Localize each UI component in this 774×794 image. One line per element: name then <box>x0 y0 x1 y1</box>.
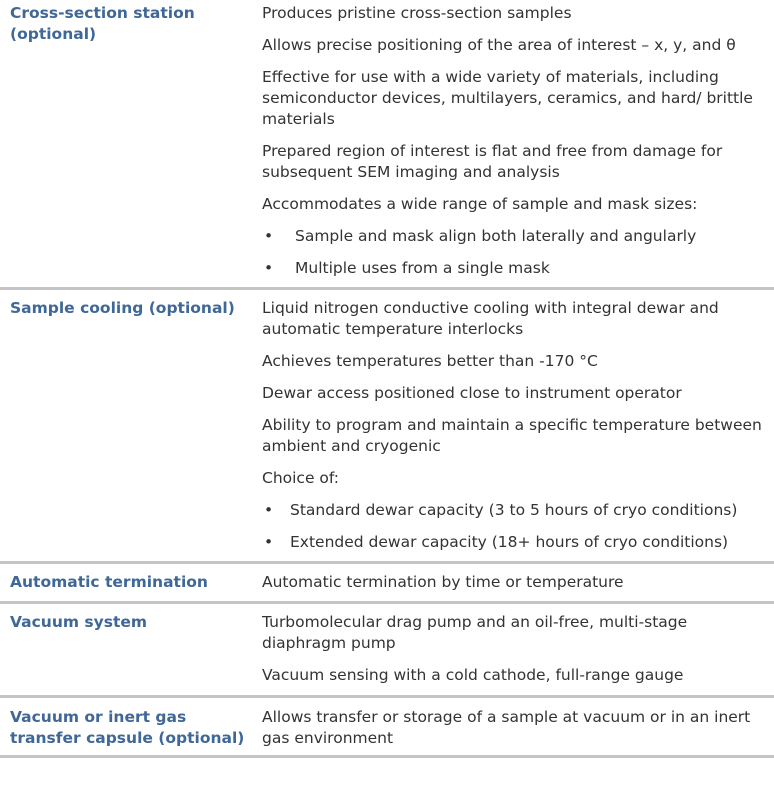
bullet-text: Multiple uses from a single mask <box>295 259 550 277</box>
bullet-text: Extended dewar capacity (18+ hours of cryo conditions) <box>290 533 729 551</box>
spec-text: Automatic termination by time or temperature <box>262 573 624 591</box>
bullet-icon: • <box>264 501 274 519</box>
spec-row-sample-cooling <box>0 290 774 564</box>
bullet-item <box>262 258 770 279</box>
spec-text: Allows transfer or storage of a sample at vacuum or in an inert gas environment <box>262 708 751 747</box>
row-content <box>262 3 774 279</box>
row-content <box>262 707 774 749</box>
spec-text: Turbomolecular drag pump and an oil-free, multi-stage diaphragm pump <box>262 613 688 652</box>
bullet-item <box>262 226 770 247</box>
bullet-item <box>262 500 770 521</box>
spec-row-cross-section <box>0 0 774 290</box>
spec-text: Achieves temperatures better than -170 °C <box>262 352 598 370</box>
row-label: Vacuum system <box>10 613 148 631</box>
spec-text: Dewar access positioned close to instrument operator <box>262 384 682 402</box>
bullet-icon: • <box>264 227 274 245</box>
spec-row-vacuum-system <box>0 604 774 698</box>
bullet-icon: • <box>264 533 274 551</box>
spec-text: Vacuum sensing with a cold cathode, full-range gauge <box>262 666 684 684</box>
spec-text: Choice of: <box>262 469 340 487</box>
spec-text: Produces pristine cross-section samples <box>262 4 572 22</box>
row-content <box>262 298 774 553</box>
spec-text: Accommodates a wide range of sample and mask sizes: <box>262 195 698 213</box>
row-label: Cross-section station (optional) <box>10 4 195 43</box>
bullet-text: Standard dewar capacity (3 to 5 hours of cryo conditions) <box>290 501 738 519</box>
row-content <box>262 572 774 593</box>
row-label: Automatic termination <box>10 573 208 591</box>
spec-text: Ability to program and maintain a specific temperature between ambient and cryogenic <box>262 416 762 455</box>
bullet-item <box>262 532 770 553</box>
row-content <box>262 612 774 686</box>
spec-text: Effective for use with a wide variety of materials, including semiconductor devices, multilayers, ceramics, and hard/ brittle materials <box>262 68 753 128</box>
spec-text: Allows precise positioning of the area of interest – x, y, and θ <box>262 36 736 54</box>
row-label: Sample cooling (optional) <box>10 299 235 317</box>
spec-text: Prepared region of interest is flat and free from damage for subsequent SEM imaging and analysis <box>262 142 723 181</box>
bullet-icon: • <box>264 259 274 277</box>
bullet-text: Sample and mask align both laterally and angularly <box>295 227 697 245</box>
row-label: Vacuum or inert gas transfer capsule (optional) <box>10 708 245 747</box>
spec-row-transfer-capsule <box>0 698 774 758</box>
spec-text: Liquid nitrogen conductive cooling with integral dewar and automatic temperature interlocks <box>262 299 719 338</box>
spec-row-automatic-termination <box>0 564 774 604</box>
